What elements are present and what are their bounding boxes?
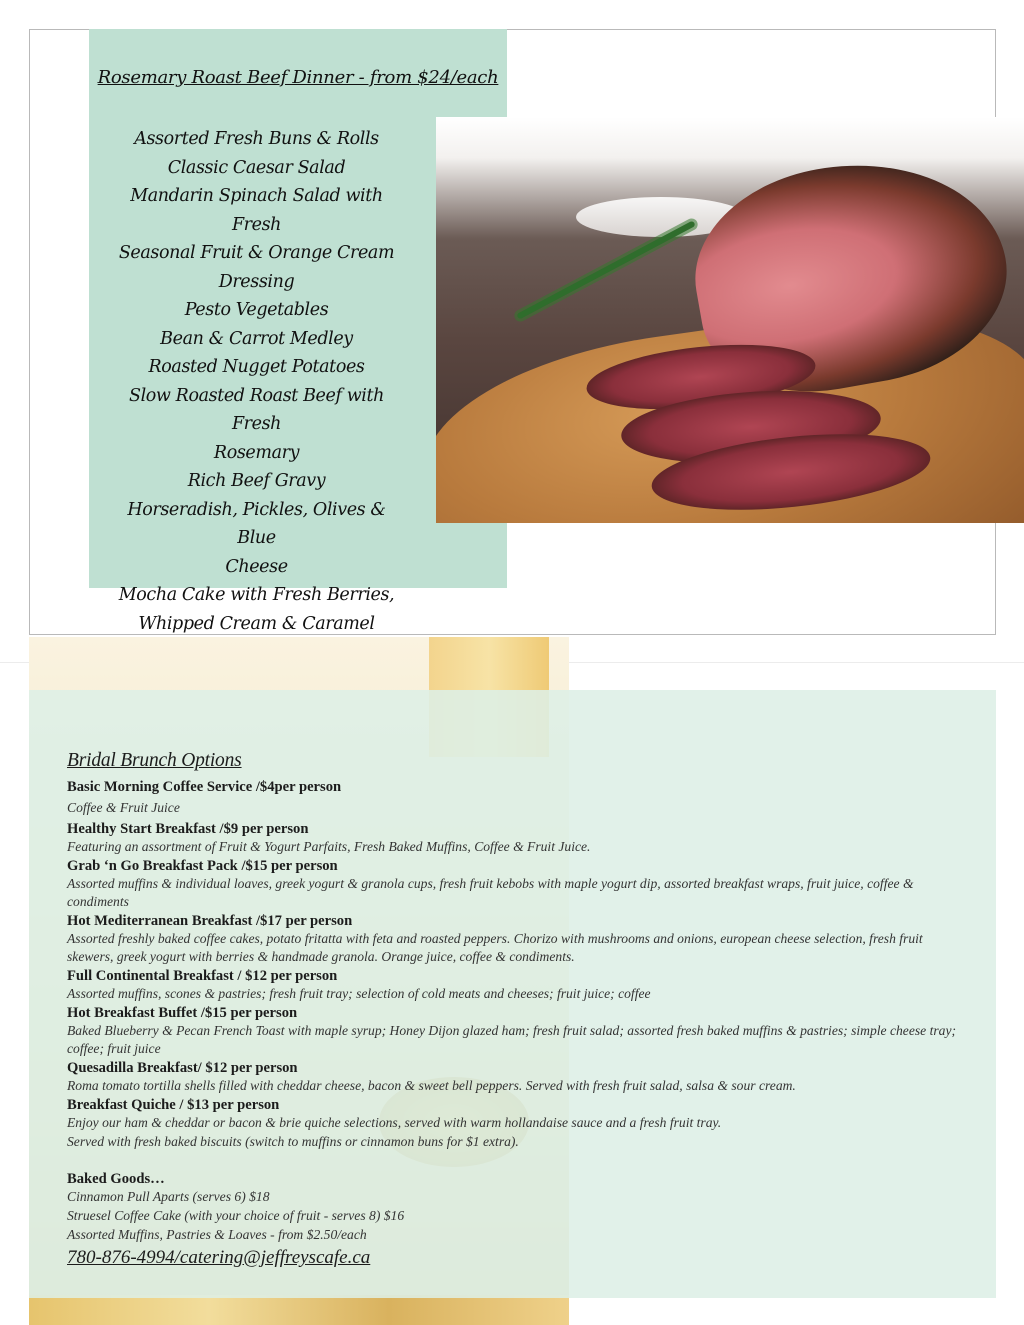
- option-description: Coffee & Fruit Juice: [67, 800, 180, 815]
- brunch-heading: Bridal Brunch Options: [67, 750, 242, 771]
- option-title: Full Continental Breakfast / $12 per person: [67, 968, 338, 984]
- menu-item: Seasonal Fruit & Orange Cream: [118, 243, 395, 263]
- menu-item: Pesto Vegetables: [184, 300, 329, 320]
- option-description: Assorted muffins & individual loaves, greek yogurt & granola cups, fresh fruit kebobs with maple yogurt dip, assorted breakfast wraps, fruit juice, coffee & condiments: [67, 876, 914, 909]
- option-title: Hot Mediterranean Breakfast /$17 per person: [67, 913, 353, 929]
- menu-item: Assorted Fresh Buns & Rolls: [134, 129, 379, 149]
- option-description: Enjoy our ham & cheddar or bacon & brie quiche selections, served with warm hollandaise sauce and a fresh fruit tray.: [67, 1115, 722, 1130]
- option-description: Assorted muffins, scones & pastries; fresh fruit tray; selection of cold meats and cheeses; fruit juice; coffee: [67, 986, 651, 1001]
- brunch-content: [67, 748, 967, 1271]
- menu-item: Mandarin Spinach Salad with Fresh: [130, 186, 383, 235]
- baked-goods-heading: Baked Goods…: [67, 1171, 165, 1187]
- baked-item: Struesel Coffee Cake (with your choice of fruit - serves 8) $16: [67, 1208, 405, 1223]
- food-strip-shape: [29, 1295, 569, 1325]
- option-title: Hot Breakfast Buffet /$15 per person: [67, 1005, 298, 1021]
- option-title: Breakfast Quiche / $13 per person: [67, 1097, 280, 1113]
- menu-item: Rich Beef Gravy: [187, 471, 326, 491]
- menu-item: Cheese: [225, 556, 288, 577]
- roast-beef-photo: [436, 117, 1024, 523]
- menu-item: Horseradish, Pickles, Olives & Blue: [127, 499, 386, 548]
- menu-item: Rosemary: [213, 442, 300, 463]
- option-description: Roma tomato tortilla shells filled with cheddar cheese, bacon & sweet bell peppers. Served with fresh fruit salad, salsa & sour cream.: [67, 1078, 796, 1093]
- option-description: Featuring an assortment of Fruit & Yogurt Parfaits, Fresh Baked Muffins, Coffee & Fruit Juice.: [67, 839, 591, 854]
- baked-item: Cinnamon Pull Aparts (serves 6) $18: [67, 1189, 270, 1204]
- menu-item: Slow Roasted Roast Beef with Fresh: [129, 385, 384, 434]
- option-description-extra: Served with fresh baked biscuits (switch to muffins or cinnamon buns for $1 extra).: [67, 1134, 519, 1149]
- menu-item: Roasted Nugget Potatoes: [148, 357, 365, 377]
- menu-item: Whipped Cream & Caramel: [138, 613, 375, 634]
- option-description: Baked Blueberry & Pecan French Toast with maple syrup; Honey Dijon glazed ham; fresh fruit salad; assorted fresh baked muffins & pastries; simple cheese tray; coffee; fruit juice: [67, 1023, 957, 1056]
- contact-link[interactable]: 780-876-4994/catering@jeffreyscafe.ca: [67, 1247, 371, 1268]
- option-title: Grab ‘n Go Breakfast Pack /$15 per person: [67, 858, 338, 874]
- menu-item: Dressing: [218, 271, 295, 292]
- rosemary-sprig-shape: [516, 220, 695, 319]
- menu-item: Mocha Cake with Fresh Berries,: [118, 585, 395, 605]
- dinner-menu-list: [109, 125, 404, 667]
- option-title: Basic Morning Coffee Service /$4per person: [67, 779, 342, 795]
- dinner-menu-title: Rosemary Roast Beef Dinner - from $24/each: [97, 67, 499, 88]
- option-title: Quesadilla Breakfast/ $12 per person: [67, 1060, 298, 1076]
- option-description: Assorted freshly baked coffee cakes, potato fritatta with feta and roasted peppers. Chorizo with mushrooms and onions, european cheese selection, fresh fruit skewers, greek yogurt with berries & handmade granola. Orange juice, coffee & condiments.: [67, 931, 923, 964]
- menu-item: Classic Caesar Salad: [167, 157, 346, 178]
- baked-item: Assorted Muffins, Pastries & Loaves - from $2.50/each: [67, 1227, 367, 1242]
- menu-item: Bean & Carrot Medley: [160, 328, 353, 349]
- option-title: Healthy Start Breakfast /$9 per person: [67, 821, 309, 837]
